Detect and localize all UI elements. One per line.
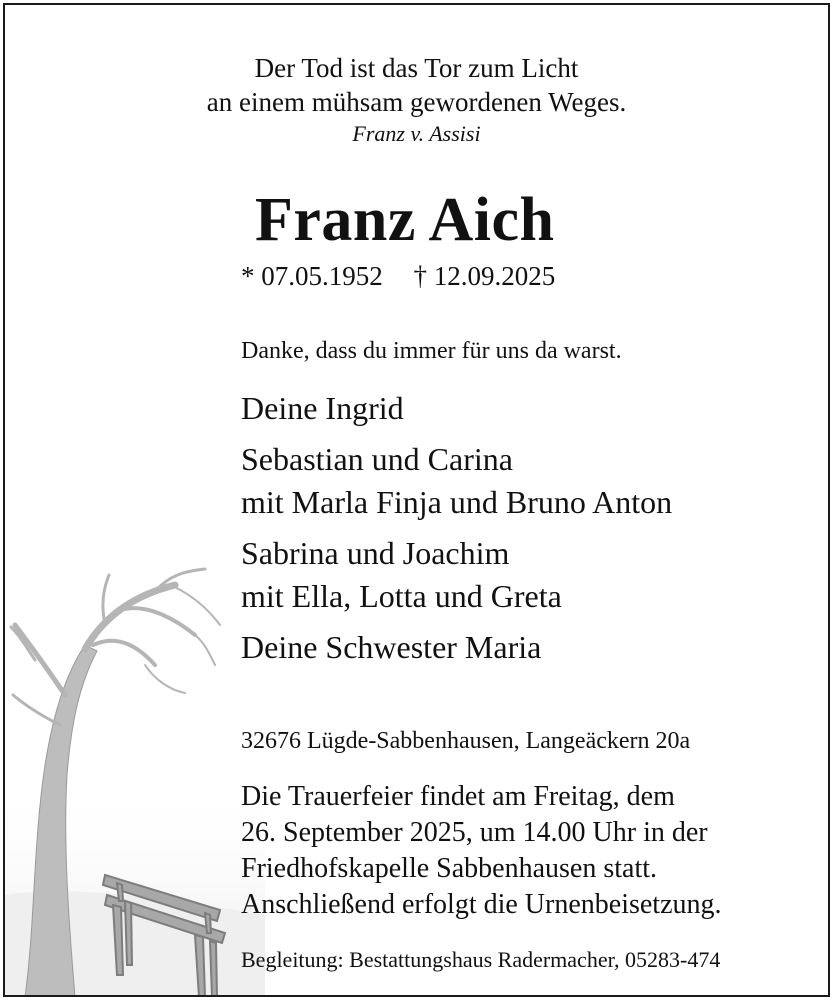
quote-author: Franz v. Assisi — [352, 121, 481, 146]
ceremony-line: 26. September 2025, um 14.00 Uhr in der — [241, 817, 708, 848]
mourner-line: mit Marla Finja und Bruno Anton — [241, 484, 673, 520]
mourner-line: mit Ella, Lotta und Greta — [241, 578, 562, 614]
quote-line-1: Der Tod ist das Tor zum Licht — [254, 53, 579, 83]
mourner-group — [241, 438, 672, 524]
obituary-notice — [3, 3, 830, 997]
mourner-line: Sebastian und Carina — [241, 441, 513, 477]
death-date: † 12.09.2025 — [413, 261, 556, 291]
ceremony-line: Anschließend erfolgt die Urnenbeisetzung. — [241, 889, 722, 920]
birth-date: * 07.05.1952 — [241, 261, 383, 291]
mourner-line: Deine Schwester Maria — [241, 629, 542, 665]
thanks-message: Danke, dass du immer für uns da warst. — [241, 338, 622, 364]
memorial-quote — [5, 51, 828, 149]
mourner-group — [241, 626, 672, 669]
ceremony-line: Die Trauerfeier findet am Freitag, dem — [241, 781, 675, 812]
mourner-group — [241, 532, 672, 618]
life-dates — [241, 259, 579, 293]
tree-and-bench-illustration — [5, 565, 265, 997]
funeral-ceremony-info — [241, 779, 722, 923]
quote-line-2: an einem mühsam gewordenen Weges. — [206, 87, 627, 117]
deceased-name: Franz Aich — [255, 186, 555, 254]
mourner-group — [241, 387, 672, 430]
mourner-line: Deine Ingrid — [241, 390, 404, 426]
family-address: 32676 Lügde-Sabbenhausen, Langeäckern 20a — [241, 728, 691, 754]
mourner-line: Sabrina und Joachim — [241, 535, 510, 571]
ceremony-line: Friedhofskapelle Sabbenhausen statt. — [241, 853, 658, 884]
mourners-list — [241, 387, 672, 677]
funeral-home-contact: Begleitung: Bestattungshaus Radermacher, 05283-474 — [241, 947, 721, 972]
